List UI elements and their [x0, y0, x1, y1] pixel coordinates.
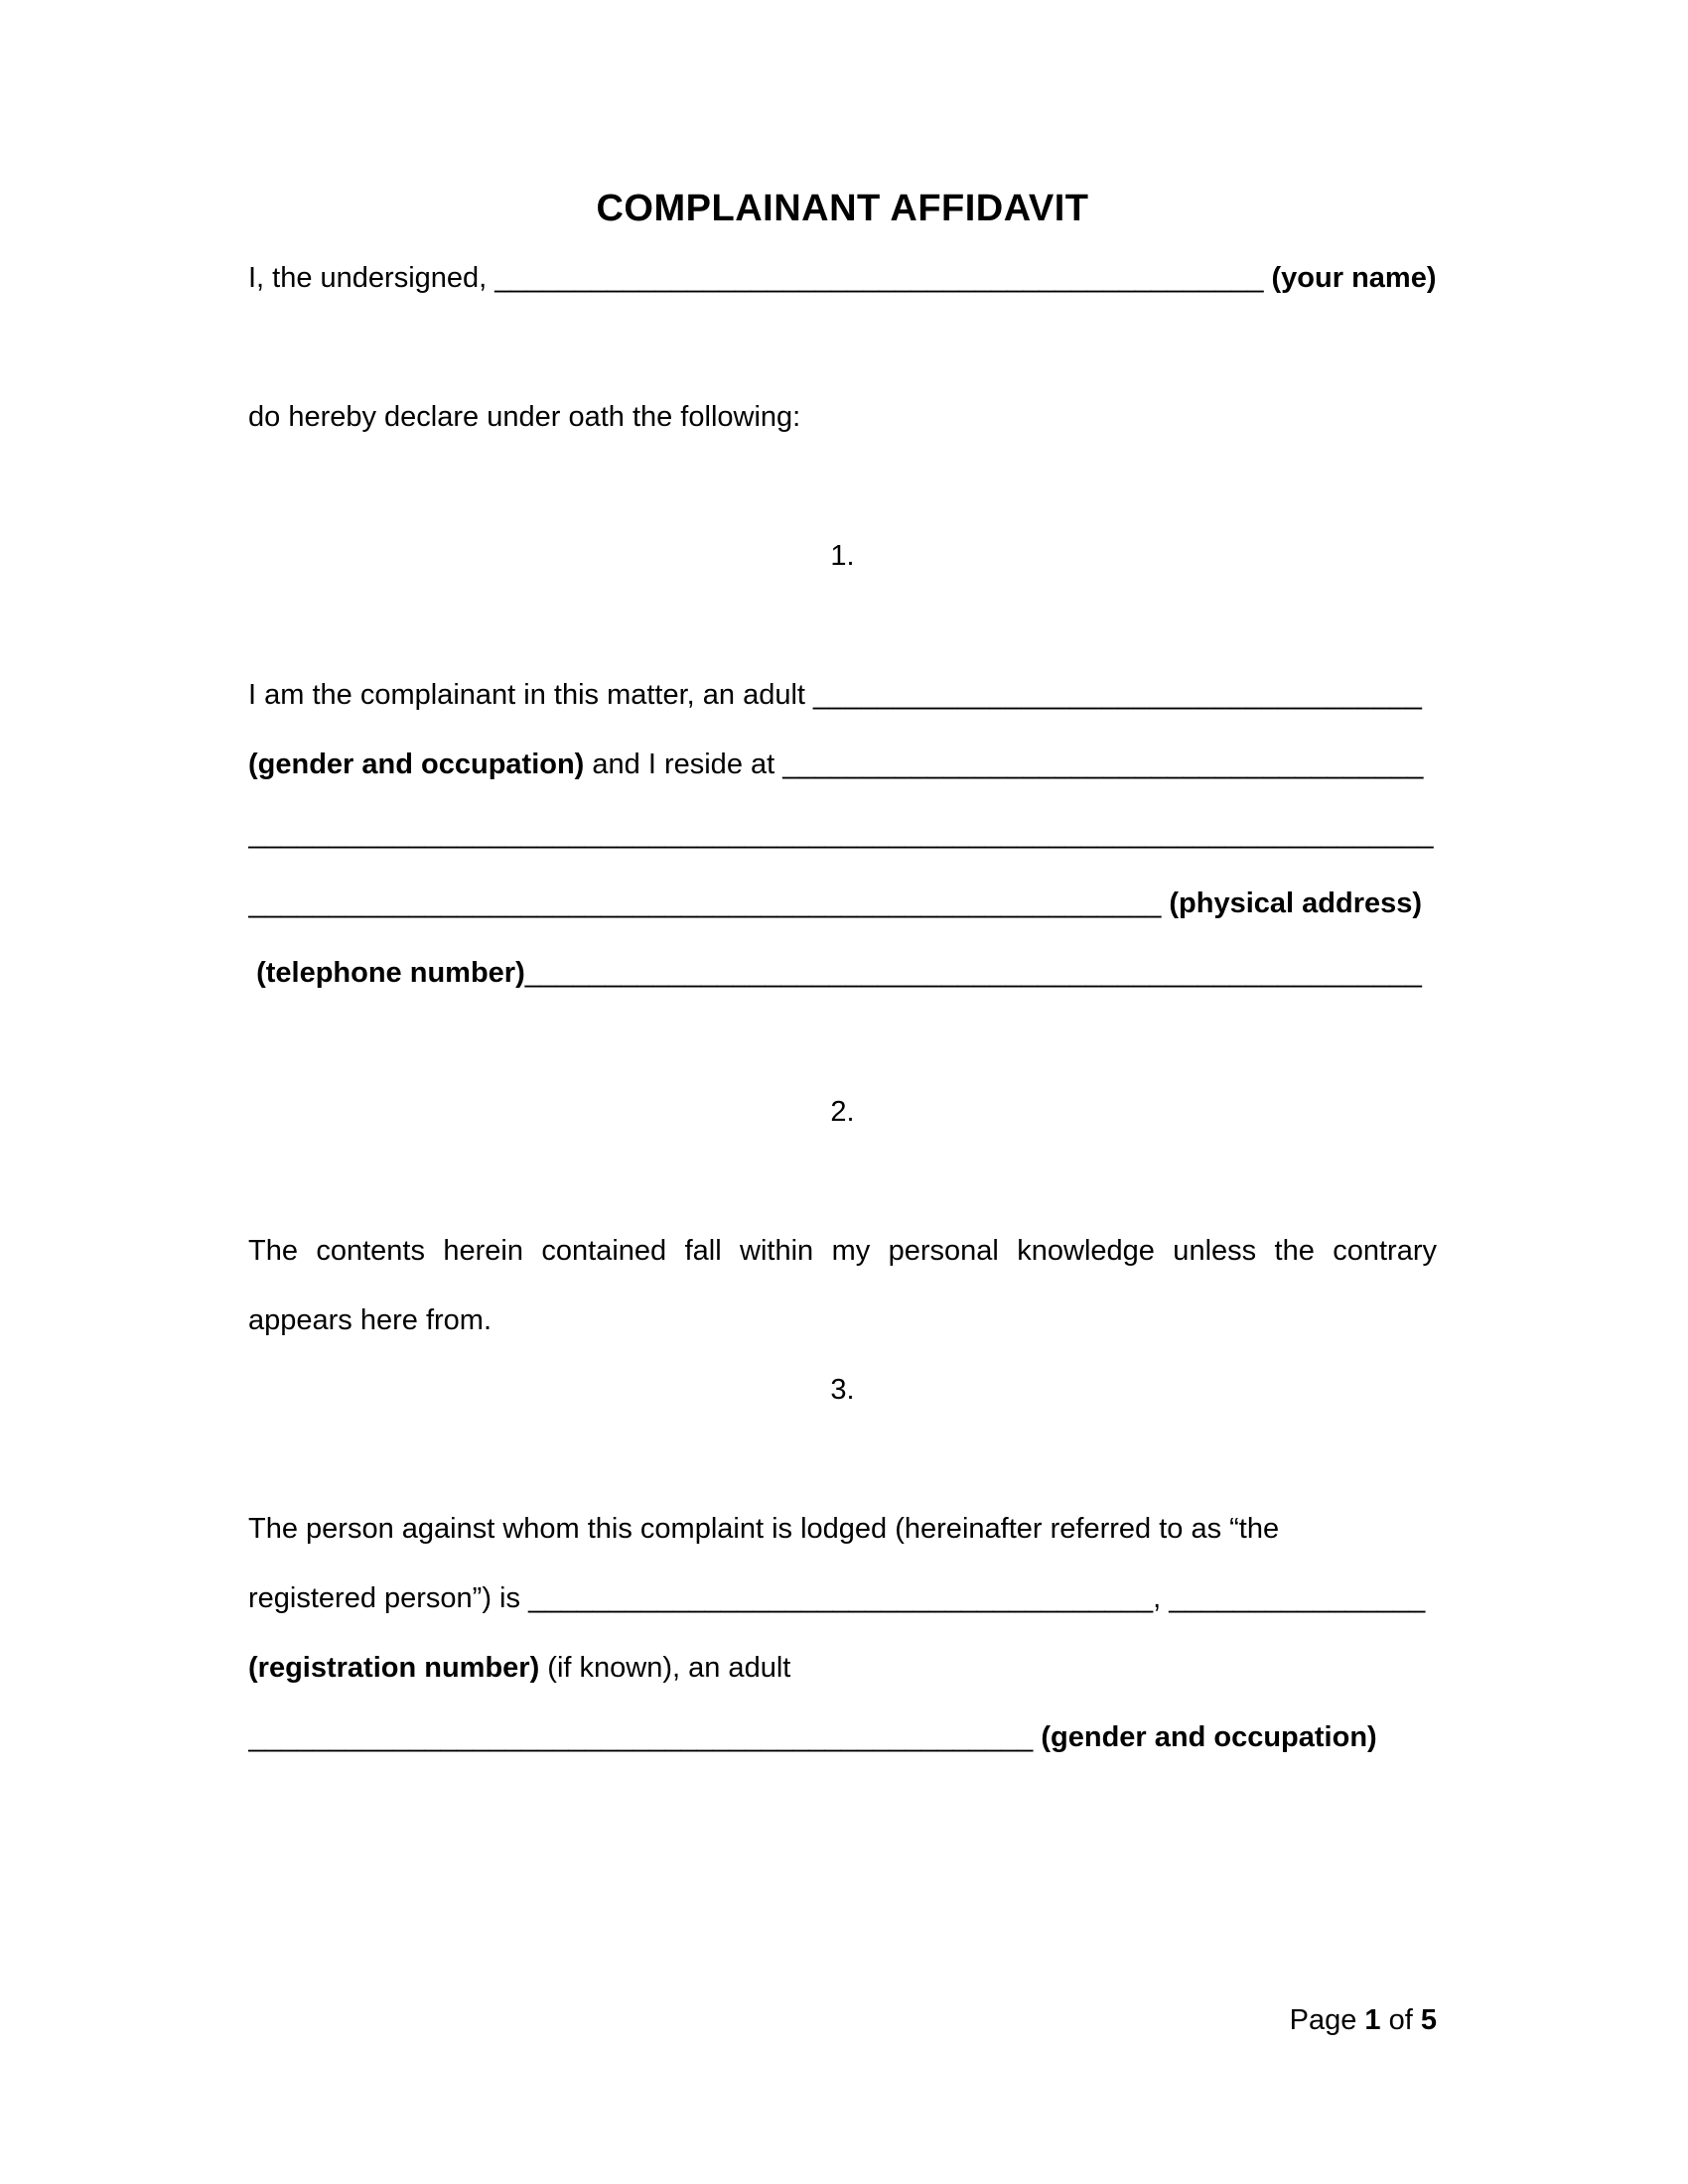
document-title: COMPLAINANT AFFIDAVIT [596, 188, 1089, 229]
phone-lead-space [248, 957, 256, 989]
your-name-blank[interactable]: ________________________________________________ [494, 262, 1264, 294]
address-blank-1[interactable]: ________________________________________ [782, 749, 1424, 780]
reside-text: and I reside at [584, 749, 783, 780]
declare-line: do hereby declare under oath the following: [248, 401, 801, 433]
physical-address-label: (physical address) [1161, 887, 1423, 919]
registration-number-blank[interactable]: ________________ [1169, 1582, 1426, 1614]
your-name-label: (your name) [1263, 262, 1437, 294]
section3-number: 3. [830, 1374, 855, 1406]
address-blank-3[interactable]: _________________________________________________________ [248, 887, 1162, 919]
telephone-number-blank[interactable]: ________________________________________________________ [524, 957, 1422, 989]
registration-number-label: (registration number) [248, 1652, 540, 1684]
gender-occupation-blank[interactable]: ______________________________________ [813, 679, 1422, 711]
comma-text: , [1153, 1582, 1170, 1614]
section2-number: 2. [830, 1096, 855, 1128]
of-word: of [1380, 2004, 1421, 2036]
page-footer [248, 1985, 1437, 2055]
current-page-number: 1 [1364, 2004, 1381, 2036]
registered-person-text: registered person”) is [248, 1582, 529, 1614]
gender-occupation-label-2: (gender and occupation) [1033, 1721, 1377, 1753]
section1-line4 [248, 869, 1437, 938]
section1-line1 [248, 660, 1437, 730]
page-word: Page [1289, 2004, 1365, 2036]
address-blank-2[interactable]: __________________________________________________________________________ [248, 818, 1434, 850]
section3-line2 [248, 1564, 1437, 1633]
undersigned-text: I, the undersigned, [248, 262, 495, 294]
section3-line3 [248, 1633, 1437, 1703]
section2-line2: appears here from. [248, 1304, 492, 1336]
section3-line4 [248, 1703, 1437, 1772]
section1-line5 [248, 938, 1437, 1008]
telephone-number-label: (telephone number) [256, 957, 525, 989]
if-known-text: (if known), an adult [539, 1652, 791, 1684]
section1-line3 [248, 799, 1437, 869]
section3-line1: The person against whom this complaint is lodged (hereinafter referred to as “the [248, 1513, 1280, 1545]
section1-number: 1. [830, 540, 855, 572]
registered-person-blank[interactable]: _______________________________________ [528, 1582, 1154, 1614]
opening-line [248, 243, 1437, 313]
section1-line2 [248, 730, 1437, 799]
gender-occupation-blank-2[interactable]: _________________________________________________ [248, 1721, 1034, 1753]
document-body [248, 174, 1437, 1772]
section2-line1: The contents herein contained fall within my personal knowledge unless the contrary [248, 1235, 1437, 1267]
gender-occupation-label: (gender and occupation) [248, 749, 585, 780]
total-page-number: 5 [1420, 2004, 1437, 2036]
complainant-text: I am the complainant in this matter, an adult [248, 679, 814, 711]
